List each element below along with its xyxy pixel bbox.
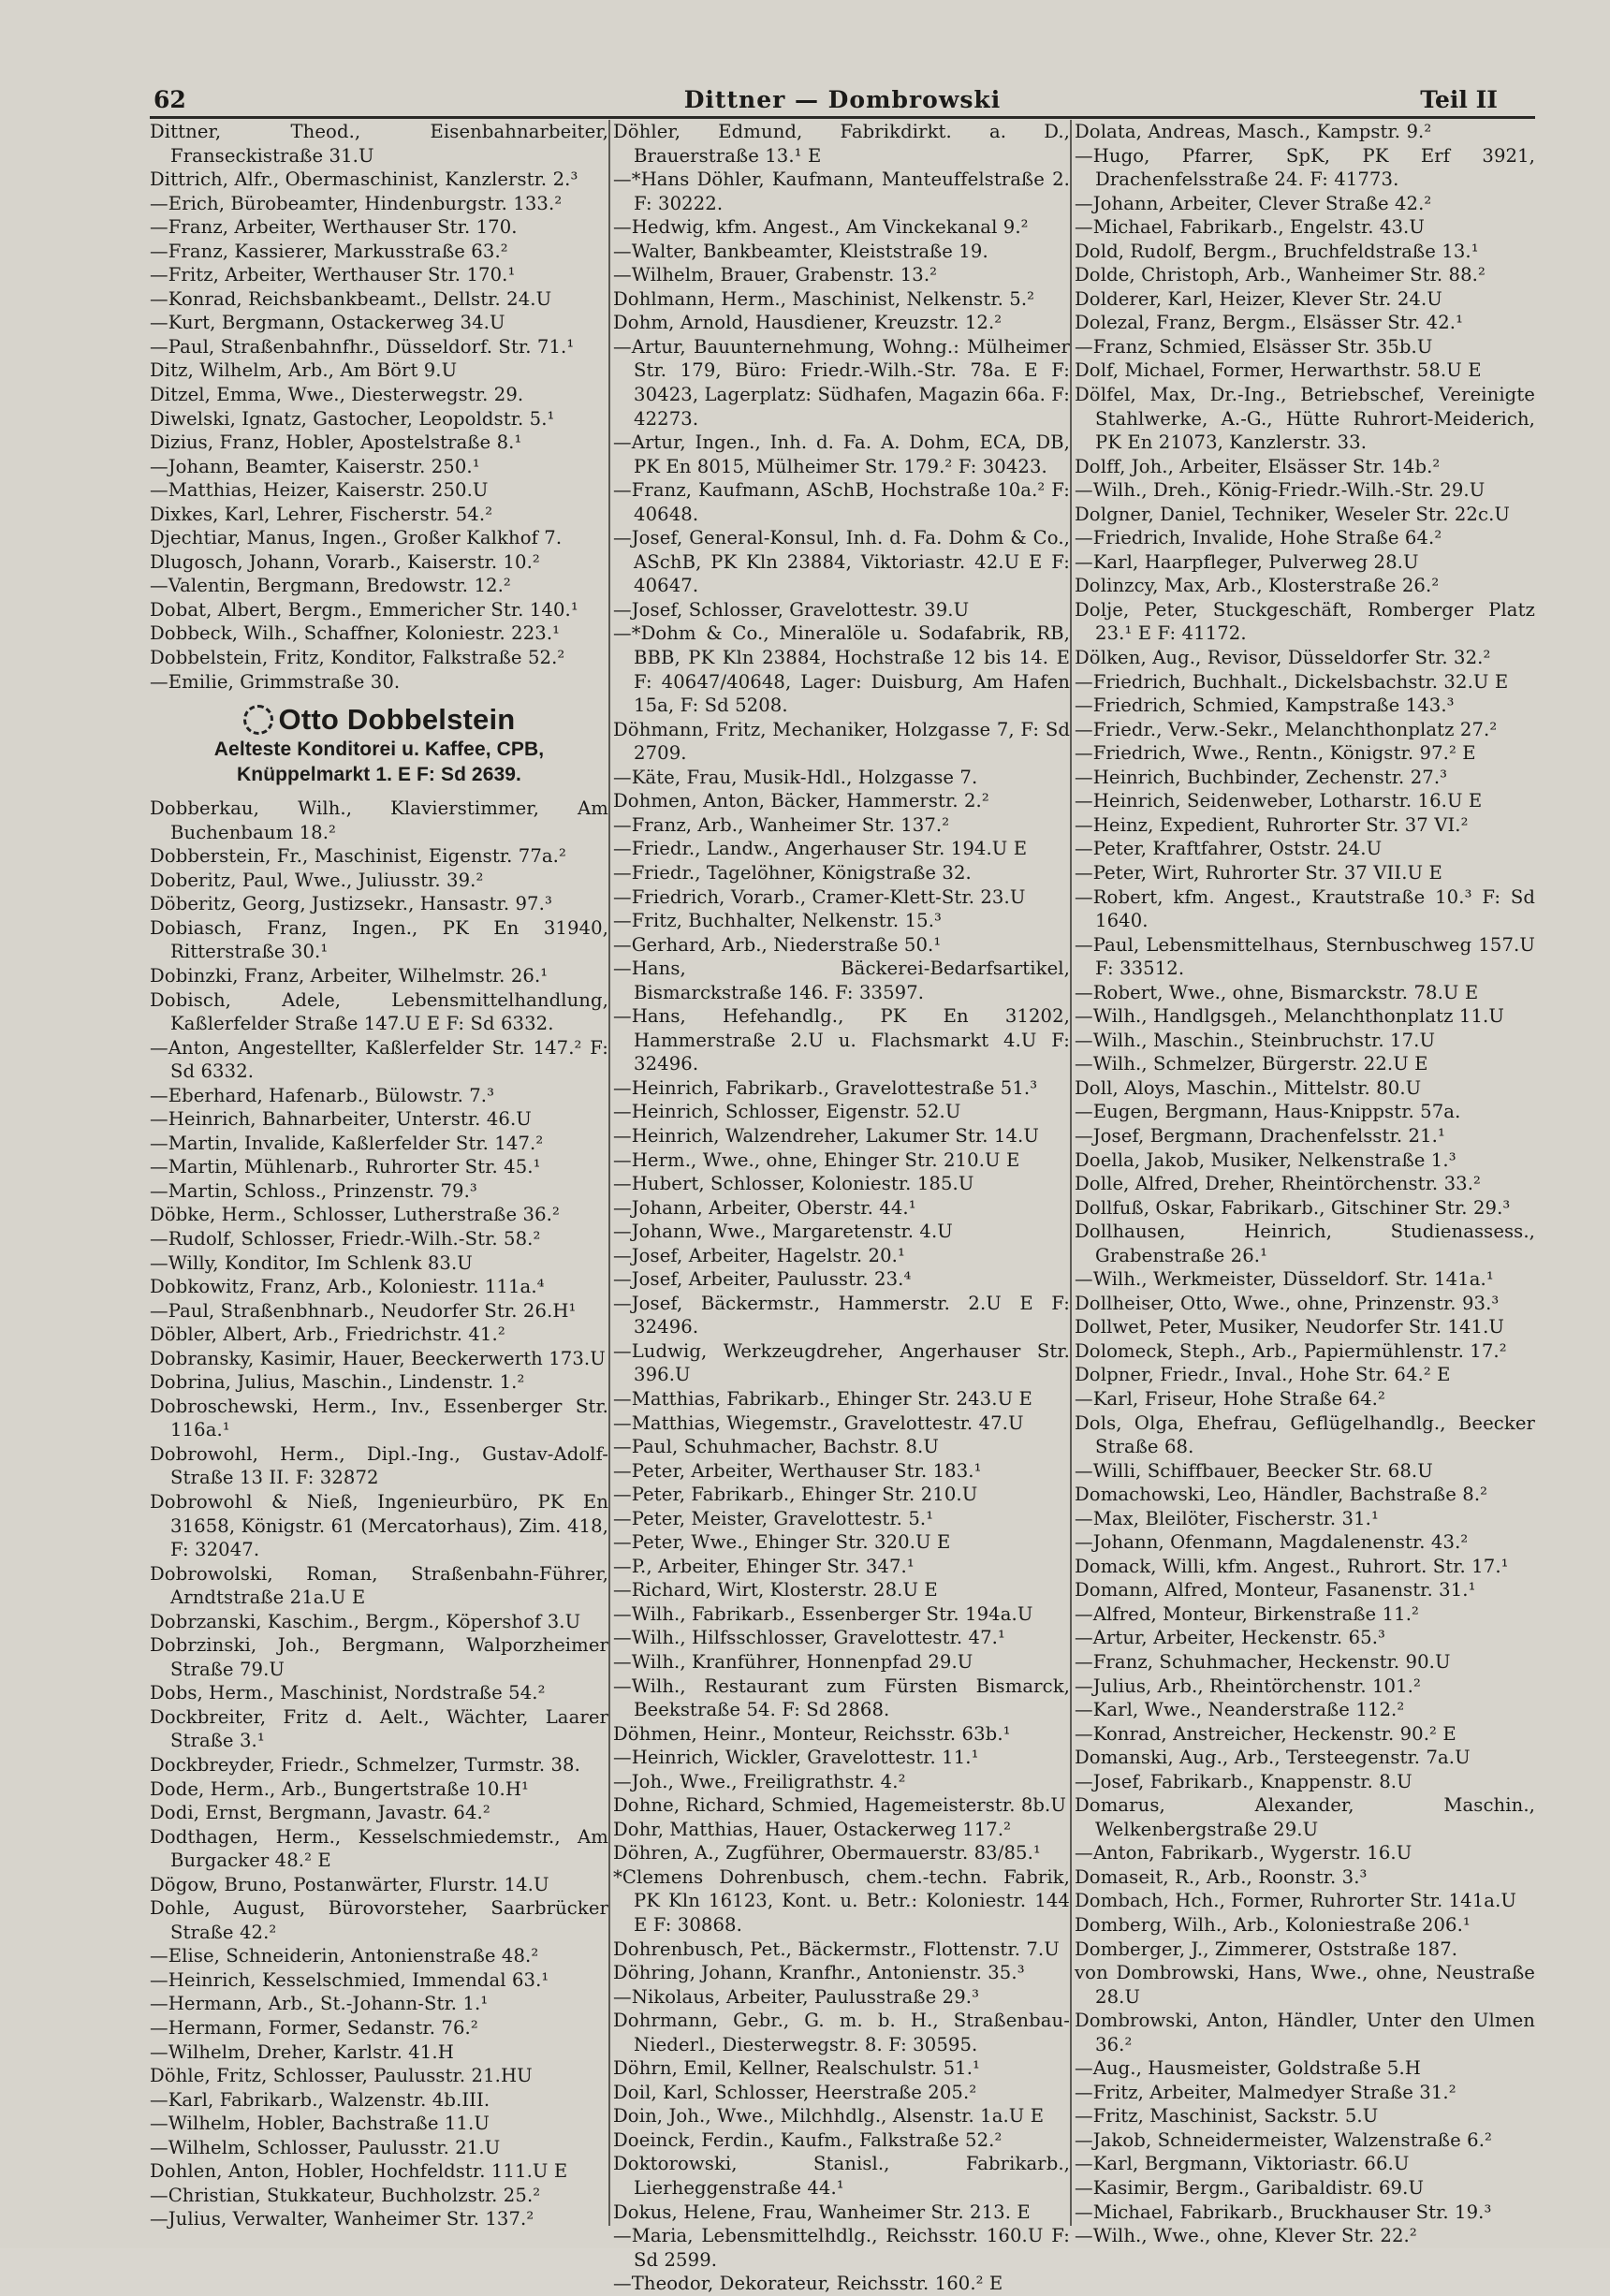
directory-entry: Domann, Alfred, Monteur, Fasanenstr. 31.¹ [1075, 1579, 1476, 1601]
directory-entry: Dollheiser, Otto, Wwe., ohne, Prinzenstr. 93.³ [1075, 1292, 1500, 1314]
directory-entry: —Artur, Ingen., Inh. d. Fa. A. Dohm, ECA, DB, PK En 8015, Mülheimer Str. 179.² F: 30423. [613, 431, 1070, 477]
directory-entry: Dobinzki, Franz, Arbeiter, Wilhelmstr. 26.¹ [150, 964, 549, 987]
directory-entry: Dohne, Richard, Schmied, Hagemeisterstr. 8b.U [613, 1794, 1067, 1817]
directory-entry: Dlugosch, Johann, Vorarb., Kaiserstr. 10.² [150, 550, 540, 573]
directory-entry: —Hermann, Arb., St.-Johann-Str. 1.¹ [150, 1993, 489, 2015]
directory-entry: Doktorowski, Stanisl., Fabrikarb., Lierheggenstraße 44.¹ [613, 2153, 1070, 2200]
directory-entry: —Anton, Angestellter, Kaßlerfelder Str. 147.² F: Sd 6332. [150, 1036, 608, 1083]
directory-entry: Doella, Jakob, Musiker, Nelkenstraße 1.³ [1075, 1148, 1456, 1171]
directory-entry: —Konrad, Anstreicher, Heckenstr. 90.² E [1075, 1722, 1456, 1745]
directory-entry: Dobrowohl, Herm., Dipl.-Ing., Gustav-Adolf-Straße 13 II. F: 32872 [150, 1442, 608, 1489]
directory-entry: Domack, Willi, kfm. Angest., Ruhrort. Str. 17.¹ [1075, 1555, 1509, 1577]
directory-entry: —Fritz, Buchhalter, Nelkenstr. 15.³ [613, 910, 943, 932]
directory-entry: —Valentin, Bergmann, Bredowstr. 12.² [150, 575, 511, 597]
directory-entry: Dockbreyder, Friedr., Schmelzer, Turmstr. 38. [150, 1754, 580, 1776]
directory-entry: Döberitz, Georg, Justizsekr., Hansastr. 97.³ [150, 893, 552, 915]
directory-entry: Döhmen, Heinr., Monteur, Reichsstr. 63b.¹ [613, 1722, 1011, 1745]
directory-entry: Djechtiar, Manus, Ingen., Großer Kalkhof 7. [150, 527, 563, 549]
directory-entry: —Heinrich, Walzendreher, Lakumer Str. 14.U [613, 1124, 1039, 1147]
directory-entry: —Fritz, Arbeiter, Malmedyer Straße 31.² [1075, 2081, 1456, 2103]
directory-entry: —Ludwig, Werkzeugdreher, Angerhauser Str. 396.U [613, 1339, 1070, 1386]
directory-entry: Doll, Aloys, Maschin., Mittelstr. 80.U [1075, 1076, 1422, 1099]
directory-entry: —Franz, Arb., Wanheimer Str. 137.² [613, 813, 950, 836]
directory-entry: Dittner, Theod., Eisenbahnarbeiter, Franseckistraße 31.U [150, 121, 608, 167]
directory-entry: —Hans, Hefehandlg., PK En 31202, Hammerstraße 2.U u. Flachsmarkt 4.U F: 32496. [613, 1005, 1070, 1075]
directory-entry: Dobbeck, Wilh., Schaffner, Koloniestr. 223.¹ [150, 622, 561, 645]
directory-entry: —Friedrich, Vorarb., Cramer-Klett-Str. 23.U [613, 885, 1026, 908]
directory-entry: Dolata, Andreas, Masch., Kampstr. 9.² [1075, 121, 1432, 142]
directory-entry: Dode, Herm., Arb., Bungertstraße 10.H¹ [150, 1777, 529, 1800]
directory-entry: —Martin, Invalide, Kaßlerfelder Str. 147.² [150, 1132, 544, 1154]
directory-entry: Dolderer, Karl, Heizer, Klever Str. 24.U [1075, 287, 1442, 310]
directory-entry: —Friedrich, Wwe., Rentn., Königstr. 97.² E [1075, 742, 1476, 765]
directory-entry: —Heinrich, Kesselschmied, Immendal 63.¹ [150, 1968, 549, 1991]
directory-entry: Dobberstein, Fr., Maschinist, Eigenstr. 77a.² [150, 845, 566, 868]
directory-entry: —Friedrich, Invalide, Hohe Straße 64.² [1075, 527, 1442, 549]
directory-entry: —Wilh., Dreh., König-Friedr.-Wilh.-Str. 29.U [1075, 479, 1486, 502]
directory-entry: Doin, Joh., Wwe., Milchhdlg., Alsenstr. 1a.U E [613, 2105, 1045, 2128]
column-2 [613, 120, 1070, 2296]
directory-entry: —Willy, Konditor, Im Schlenk 83.U [150, 1251, 473, 1274]
directory-entry: —Wilh., Werkmeister, Düsseldorf. Str. 141a.¹ [1075, 1268, 1494, 1291]
directory-entry: *Clemens Dohrenbusch, chem.-techn. Fabrik, PK Kln 16123, Kont. u. Betr.: Koloniestr. 144 E F: 30868. [613, 1865, 1070, 1937]
directory-entry: —Fritz, Arbeiter, Werthauser Str. 170.¹ [150, 264, 516, 286]
directory-entry: —Friedr., Landw., Angerhauser Str. 194.U E [613, 838, 1028, 860]
directory-entry: —Wilh., Wwe., ohne, Klever Str. 22.² [1075, 2225, 1417, 2247]
directory-entry: Döhler, Edmund, Fabrikdirkt. a. D., Brauerstraße 13.¹ E [613, 121, 1070, 167]
directory-entry: Döhrn, Emil, Kellner, Realschulstr. 51.¹ [613, 2057, 981, 2080]
directory-entry: —Friedrich, Schmied, Kampstraße 143.³ [1075, 695, 1455, 717]
directory-entry: —Elise, Schneiderin, Antonienstraße 48.² [150, 1945, 539, 1967]
directory-entry: —Josef, Schlosser, Gravelottestr. 39.U [613, 598, 970, 621]
directory-entry: Domaseit, R., Arb., Roonstr. 3.³ [1075, 1865, 1368, 1888]
directory-entry: Dohlen, Anton, Hobler, Hochfeldstr. 111.U E [150, 2160, 568, 2183]
directory-entry: —Paul, Straßenbhnarb., Neudorfer Str. 26.H¹ [150, 1299, 577, 1322]
directory-entry: —Karl, Haarpfleger, Pulverweg 28.U [1075, 550, 1419, 573]
column-1-entries-bottom [150, 797, 608, 2231]
directory-entry: —Robert, kfm. Angest., Krautstraße 10.³ F: Sd 1640. [1075, 885, 1535, 932]
directory-entry: —Josef, Arbeiter, Paulusstr. 23.⁴ [613, 1268, 912, 1291]
directory-entry: —Franz, Kaufmann, ASchB, Hochstraße 10a.² F: 40648. [613, 479, 1070, 525]
directory-entry: —Franz, Kassierer, Markusstraße 63.² [150, 240, 508, 262]
directory-entry: Dögow, Bruno, Postanwärter, Flurstr. 14.U [150, 1873, 549, 1895]
column-1-entries-top [150, 120, 608, 694]
directory-entry: —Josef, Bergmann, Drachenfelsstr. 21.¹ [1075, 1124, 1445, 1147]
directory-entry: —Herm., Wwe., ohne, Ehinger Str. 210.U E [613, 1148, 1020, 1171]
directory-entry: Dobroschewski, Herm., Inv., Essenberger Str. 116a.¹ [150, 1395, 608, 1441]
directory-entry: Dolpner, Friedr., Inval., Hohe Str. 64.² E [1075, 1364, 1451, 1386]
directory-entry: —Wilhelm, Hobler, Bachstraße 11.U [150, 2113, 490, 2135]
directory-entry: Dölfel, Max, Dr.-Ing., Betriebschef, Vereinigte Stahlwerke, A.-G., Hütte Ruhrort-Meiderich, PK En 21073, Kanzlerstr. 33. [1075, 384, 1535, 454]
directory-entry: —Christian, Stukkateur, Buchholzstr. 25.² [150, 2184, 541, 2206]
column-1 [150, 120, 608, 2231]
directory-entry: —Rudolf, Schlosser, Friedr.-Wilh.-Str. 58.² [150, 1227, 541, 1250]
directory-entry: —Eugen, Bergmann, Haus-Knippstr. 57a. [1075, 1101, 1461, 1123]
directory-entry: —Heinrich, Schlosser, Eigenstr. 52.U [613, 1101, 961, 1123]
directory-entry: Dobberkau, Wilh., Klavierstimmer, Am Buchenbaum 18.² [150, 797, 608, 843]
directory-entry: Dolf, Michael, Former, Herwarthstr. 58.U E [1075, 359, 1482, 382]
directory-entry: —Karl, Bergmann, Viktoriastr. 66.U [1075, 2153, 1410, 2175]
directory-entry: Dollhausen, Heinrich, Studienassess., Grabenstraße 26.¹ [1075, 1221, 1535, 1266]
directory-entry: —Matthias, Heizer, Kaiserstr. 250.U [150, 479, 489, 502]
directory-entry: Döhmann, Fritz, Mechaniker, Holzgasse 7, F: Sd 2709. [613, 718, 1070, 765]
directory-entry: —Wilhelm, Brauer, Grabenstr. 13.² [613, 264, 938, 286]
header-rule [150, 116, 1535, 119]
directory-entry: Dolgner, Daniel, Techniker, Weseler Str. 22c.U [1075, 503, 1511, 525]
directory-entry: —Friedr., Verw.-Sekr., Melanchthonplatz 27.² [1075, 718, 1498, 740]
directory-entry: —Julius, Arb., Rheintörchenstr. 101.² [1075, 1674, 1421, 1697]
directory-entry: Dolezal, Franz, Bergm., Elsässer Str. 42.¹ [1075, 312, 1464, 334]
directory-entry: —Johann, Ofenmann, Magdalenenstr. 43.² [1075, 1531, 1469, 1554]
directory-entry: Döhren, A., Zugführer, Obermauerstr. 83/85.¹ [613, 1842, 1041, 1865]
directory-entry: Dodthagen, Herm., Kesselschmiedemstr., Am Burgacker 48.² E [150, 1825, 608, 1872]
directory-entry: —Richard, Wirt, Klosterstr. 28.U E [613, 1579, 938, 1601]
directory-entry: Dolomeck, Steph., Arb., Papiermühlenstr. 17.² [1075, 1339, 1507, 1362]
directory-entry: von Dombrowski, Hans, Wwe., ohne, Neustraße 28.U [1075, 1962, 1535, 2008]
directory-entry: Domberg, Wilh., Arb., Koloniestraße 206.¹ [1075, 1914, 1471, 1937]
directory-entry: —Josef, Arbeiter, Hagelstr. 20.¹ [613, 1244, 905, 1266]
directory-entry: —Matthias, Fabrikarb., Ehinger Str. 243.U E [613, 1387, 1032, 1410]
directory-entry: —Friedr., Tagelöhner, Königstraße 32. [613, 861, 972, 884]
directory-entry: —Artur, Bauunternehmung, Wohng.: Mülheimer Str. 179, Büro: Friedr.-Wilh.-Str. 78a. E F: 30423, Lagerplatz: Südhafen, Magazin 66a. F: 42273. [613, 335, 1070, 430]
ad-line-1: Aelteste Konditorei u. Kaffee, CPB, [213, 739, 545, 761]
directory-entry: Dobisch, Adele, Lebensmittelhandlung, Kaßlerfelder Straße 147.U E F: Sd 6332. [150, 988, 608, 1035]
directory-entry: —Friedrich, Buchhalt., Dickelsbachstr. 32.U E [1075, 670, 1509, 693]
directory-entry: —Eberhard, Hafenarb., Bülowstr. 7.³ [150, 1084, 495, 1106]
directory-entry: —Gerhard, Arb., Niederstraße 50.¹ [613, 933, 942, 956]
directory-entry: Dobrina, Julius, Maschin., Lindenstr. 1.² [150, 1371, 525, 1394]
directory-entry: —Hubert, Schlosser, Koloniestr. 185.U [613, 1173, 974, 1195]
directory-entry: Dohrmann, Gebr., G. m. b. H., Straßenbau-Niederl., Diesterwegstr. 8. F: 30595. [613, 2010, 1070, 2055]
directory-entry: —Johann, Wwe., Margaretenstr. 4.U [613, 1221, 953, 1243]
directory-entry: —Hugo, Pfarrer, SpK, PK Erf 3921, Drachenfelsstraße 24. F: 41773. [1075, 144, 1535, 191]
directory-entry: Domachowski, Leo, Händler, Bachstraße 8.² [1075, 1484, 1488, 1506]
directory-entry: —Paul, Schuhmacher, Bachstr. 8.U [613, 1436, 939, 1458]
directory-entry: —Wilh., Maschin., Steinbruchstr. 17.U [1075, 1029, 1436, 1051]
directory-entry: Dixkes, Karl, Lehrer, Fischerstr. 54.² [150, 503, 493, 525]
directory-entry: —Theodor, Dekorateur, Reichsstr. 160.² E [613, 2273, 1003, 2295]
directory-entry: —Walter, Bankbeamter, Kleiststraße 19. [613, 240, 988, 262]
directory-entry: —Kurt, Bergmann, Ostackerweg 34.U [150, 312, 505, 334]
directory-entry: —Heinrich, Seidenweber, Lotharstr. 16.U E [1075, 790, 1483, 812]
directory-entry: —Wilh., Schmelzer, Bürgerstr. 22.U E [1075, 1053, 1428, 1075]
directory-entry: —Emilie, Grimmstraße 30. [150, 670, 401, 693]
ad-line-2: Knüppelmarkt 1. E F: Sd 2639. [237, 764, 521, 786]
directory-entry: —Willi, Schiffbauer, Beecker Str. 68.U [1075, 1459, 1433, 1482]
directory-entry: —Wilh., Handlgsgeh., Melanchthonplatz 11.U [1075, 1005, 1504, 1028]
directory-entry: Dohrenbusch, Pet., Bäckermstr., Flottenstr. 7.U [613, 1938, 1060, 1960]
directory-entry: Dobrzanski, Kaschim., Bergm., Köpershof 3.U [150, 1610, 581, 1632]
directory-entry: —Paul, Lebensmittelhaus, Sternbuschweg 157.U F: 33512. [1075, 933, 1535, 980]
directory-entry: —Heinrich, Buchbinder, Zechenstr. 27.³ [1075, 766, 1448, 788]
directory-entry: Dold, Rudolf, Bergm., Bruchfeldstraße 13.¹ [1075, 240, 1479, 262]
directory-entry: Dohmen, Anton, Bäcker, Hammerstr. 2.² [613, 790, 989, 812]
directory-entry: —Julius, Verwalter, Wanheimer Str. 137.² [150, 2208, 534, 2230]
directory-entry: —Aug., Hausmeister, Goldstraße 5.H [1075, 2057, 1421, 2080]
directory-entry: —Maria, Lebensmittelhdlg., Reichsstr. 160.U F: Sd 2599. [613, 2225, 1070, 2271]
directory-entry: Dolff, Joh., Arbeiter, Elsässer Str. 14b.² [1075, 455, 1441, 477]
directory-entry: —Paul, Straßenbahnfhr., Düsseldorf. Str. 71.¹ [150, 335, 575, 358]
directory-entry: —P., Arbeiter, Ehinger Str. 347.¹ [613, 1555, 915, 1577]
directory-entry: Döhring, Johann, Kranfhr., Antonienstr. 35.³ [613, 1962, 1025, 1984]
directory-entry: Doil, Karl, Schlosser, Heerstraße 205.² [613, 2081, 977, 2103]
page-title: Dittner — Dombrowski [683, 86, 1002, 113]
directory-entry: —Peter, Arbeiter, Werthauser Str. 183.¹ [613, 1459, 982, 1482]
directory-entry: —Franz, Schmied, Elsässer Str. 35b.U [1075, 335, 1433, 358]
directory-entry: Dobrzinski, Joh., Bergmann, Walporzheimer Straße 79.U [150, 1634, 608, 1680]
column-2-entries [613, 120, 1070, 2296]
directory-entry: —Matthias, Wiegemstr., Gravelottestr. 47.U [613, 1411, 1024, 1434]
advertisement [150, 703, 608, 787]
directory-entry: —Erich, Bürobeamter, Hindenburgstr. 133.² [150, 192, 563, 214]
directory-entry: —Max, Bleilöter, Fischerstr. 31.¹ [1075, 1507, 1379, 1529]
directory-entry: —Joh., Wwe., Freiligrathstr. 4.² [613, 1770, 906, 1792]
directory-entry: Dohm, Arnold, Hausdiener, Kreuzstr. 12.² [613, 312, 1003, 334]
directory-entry: —Josef, Bäckermstr., Hammerstr. 2.U E F: 32496. [613, 1292, 1070, 1338]
directory-entry: —Wilhelm, Dreher, Karlstr. 41.H [150, 2040, 454, 2063]
directory-entry: Dollwet, Peter, Musiker, Neudorfer Str. 141.U [1075, 1316, 1505, 1338]
column-divider [608, 120, 610, 2226]
directory-entry: —Wilh., Kranführer, Honnenpfad 29.U [613, 1651, 973, 1673]
directory-entry: —Josef, General-Konsul, Inh. d. Fa. Dohm & Co., ASchB, PK Kln 23884, Viktoriastr. 42.U E F: 40647. [613, 527, 1070, 597]
directory-entry: —Heinrich, Wickler, Gravelottestr. 11.¹ [613, 1747, 979, 1769]
directory-entry: —Franz, Arbeiter, Werthauser Str. 170. [150, 216, 518, 239]
directory-entry: —Johann, Arbeiter, Oberstr. 44.¹ [613, 1196, 916, 1219]
directory-entry: Ditzel, Emma, Wwe., Diesterwegstr. 29. [150, 384, 524, 406]
directory-entry: —Kasimir, Bergm., Garibaldistr. 69.U [1075, 2177, 1425, 2200]
directory-entry: Dolde, Christoph, Arb., Wanheimer Str. 88.² [1075, 264, 1486, 286]
directory-entry: Dizius, Franz, Hobler, Apostelstraße 8.¹ [150, 431, 522, 454]
directory-entry: Dobs, Herm., Maschinist, Nordstraße 54.² [150, 1682, 546, 1704]
directory-entry: —Johann, Arbeiter, Clever Straße 42.² [1075, 192, 1432, 214]
directory-entry: —Karl, Wwe., Neanderstraße 112.² [1075, 1699, 1405, 1721]
directory-entry: —Heinrich, Bahnarbeiter, Unterstr. 46.U [150, 1108, 532, 1131]
directory-entry: Dolje, Peter, Stuckgeschäft, Romberger Platz 23.¹ E F: 41172. [1075, 598, 1535, 645]
directory-entry: Diwelski, Ignatz, Gastocher, Leopoldstr. 5.¹ [150, 407, 555, 430]
directory-entry: Dobat, Albert, Bergm., Emmericher Str. 140.¹ [150, 598, 578, 621]
directory-entry: —Hermann, Former, Sedanstr. 76.² [150, 2017, 478, 2040]
column-3-entries [1075, 120, 1535, 2248]
directory-entry: Doberitz, Paul, Wwe., Juliusstr. 39.² [150, 869, 484, 891]
directory-entry: —Hans, Bäckerei-Bedarfsartikel, Bismarckstraße 146. F: 33597. [613, 958, 1070, 1003]
directory-entry: Döbler, Albert, Arb., Friedrichstr. 41.² [150, 1323, 505, 1346]
directory-entry: —Peter, Wirt, Ruhrorter Str. 37 VII.U E [1075, 861, 1442, 884]
page-header [150, 82, 1535, 120]
directory-entry: Dollfuß, Oskar, Fabrikarb., Gitschiner Str. 29.³ [1075, 1196, 1511, 1219]
directory-entry: Dombach, Hch., Former, Ruhrorter Str. 141a.U [1075, 1890, 1517, 1912]
directory-entry: —Jakob, Schneidermeister, Walzenstraße 6.² [1075, 2128, 1492, 2151]
directory-entry: —Heinrich, Fabrikarb., Gravelottestraße 51.³ [613, 1076, 1038, 1099]
seal-logo-icon [243, 705, 273, 735]
directory-entry: —Martin, Mühlenarb., Ruhrorter Str. 45.¹ [150, 1156, 541, 1178]
directory-entry: Dobrowohl & Nieß, Ingenieurbüro, PK En 31658, Königstr. 61 (Mercatorhaus), Zim. 418, F: 32047. [150, 1490, 608, 1561]
directory-entry: —Johann, Beamter, Kaiserstr. 250.¹ [150, 455, 480, 477]
directory-entry: Dobbelstein, Fritz, Konditor, Falkstraße 52.² [150, 647, 565, 669]
directory-entry: —Konrad, Reichsbankbeamt., Dellstr. 24.U [150, 287, 552, 310]
directory-entry: Dols, Olga, Ehefrau, Geflügelhandlg., Beecker Straße 68. [1075, 1411, 1535, 1458]
directory-entry: —Artur, Arbeiter, Heckenstr. 65.³ [1075, 1627, 1385, 1649]
directory-entry: —Wilhelm, Schlosser, Paulusstr. 21.U [150, 2136, 501, 2158]
directory-entry: —Franz, Schuhmacher, Heckenstr. 90.U [1075, 1651, 1451, 1673]
directory-entry: Domanski, Aug., Arb., Tersteegenstr. 7a.U [1075, 1747, 1471, 1769]
directory-entry: Döbke, Herm., Schlosser, Lutherstraße 36.² [150, 1204, 560, 1226]
directory-entry: Ditz, Wilhelm, Arb., Am Bört 9.U [150, 359, 458, 382]
ad-business-name: Otto Dobbelstein [278, 703, 516, 737]
directory-entry: —Wilh., Restaurant zum Fürsten Bismarck, Beekstraße 54. F: Sd 2868. [613, 1674, 1070, 1721]
directory-entry: —Fritz, Maschinist, Sackstr. 5.U [1075, 2105, 1379, 2128]
directory-entry: —Robert, Wwe., ohne, Bismarckstr. 78.U E [1075, 981, 1479, 1003]
directory-entry: Dohle, August, Bürovorsteher, Saarbrücker Straße 42.² [150, 1897, 608, 1943]
directory-entry: —Wilh., Hilfsschlosser, Gravelottestr. 47.¹ [613, 1627, 1005, 1649]
directory-entry: —Martin, Schloss., Prinzenstr. 79.³ [150, 1179, 477, 1202]
directory-entry: Domberger, J., Zimmerer, Oststraße 187. [1075, 1938, 1458, 1960]
directory-entry: —Peter, Meister, Gravelottestr. 5.¹ [613, 1507, 934, 1529]
directory-entry: Dohr, Matthias, Hauer, Ostackerweg 117.² [613, 1818, 1012, 1840]
directory-entry: —Käte, Frau, Musik-Hdl., Holzgasse 7. [613, 766, 978, 788]
directory-entry: Dockbreiter, Fritz d. Aelt., Wächter, Laarer Straße 3.¹ [150, 1705, 608, 1752]
directory-entry: Dittrich, Alfr., Obermaschinist, Kanzlerstr. 2.³ [150, 168, 578, 191]
directory-entry: —Peter, Fabrikarb., Ehinger Str. 210.U [613, 1484, 978, 1506]
directory-entry: Dombrowski, Anton, Händler, Unter den Ulmen 36.² [1075, 2010, 1535, 2055]
directory-entry: —Hedwig, kfm. Angest., Am Vinckekanal 9.² [613, 216, 1029, 239]
directory-entry: Dölken, Aug., Revisor, Düsseldorfer Str. 32.² [1075, 647, 1491, 669]
directory-entry: Domarus, Alexander, Maschin., Welkenbergstraße 29.U [1075, 1794, 1535, 1840]
directory-entry: —Nikolaus, Arbeiter, Paulusstraße 29.³ [613, 1985, 980, 2008]
directory-entry: Dodi, Ernst, Bergmann, Javastr. 64.² [150, 1802, 490, 1824]
page-number: 62 [154, 86, 186, 113]
directory-entry: —Josef, Fabrikarb., Knappenstr. 8.U [1075, 1770, 1412, 1792]
column-3 [1075, 120, 1535, 2248]
directory-entry: Doeinck, Ferdin., Kaufm., Falkstraße 52.² [613, 2128, 1003, 2151]
directory-entry: Dobkowitz, Franz, Arb., Koloniestr. 111a.⁴ [150, 1276, 545, 1298]
directory-entry: Dobransky, Kasimir, Hauer, Beeckerwerth 173.U [150, 1347, 606, 1369]
directory-entry: Dohlmann, Herm., Maschinist, Nelkenstr. 5.² [613, 287, 1035, 310]
directory-entry: Döhle, Fritz, Schlosser, Paulusstr. 21.HU [150, 2065, 533, 2087]
directory-entry: —Michael, Fabrikarb., Engelstr. 43.U [1075, 216, 1425, 239]
section-label: Teil II [1420, 86, 1498, 113]
directory-entry: —Michael, Fabrikarb., Bruckhauser Str. 19.³ [1075, 2201, 1492, 2223]
directory-entry: —Alfred, Monteur, Birkenstraße 11.² [1075, 1602, 1419, 1625]
directory-entry: —*Hans Döhler, Kaufmann, Manteuffelstraße 2. F: 30222. [613, 168, 1070, 214]
directory-entry: Dolle, Alfred, Dreher, Rheintörchenstr. 33.² [1075, 1173, 1481, 1195]
directory-entry: —Karl, Fabrikarb., Walzenstr. 4b.III. [150, 2088, 490, 2111]
column-divider [1070, 120, 1072, 2226]
directory-entry: —*Dohm & Co., Mineralöle u. Sodafabrik, RB, BBB, PK Kln 23884, Hochstraße 12 bis 14. E F: 40647/40648, Lager: Duisburg, Am Hafen 15a, F: Sd 5208. [613, 622, 1070, 717]
directory-entry: —Karl, Friseur, Hohe Straße 64.² [1075, 1387, 1385, 1410]
directory-entry: —Peter, Wwe., Ehinger Str. 320.U E [613, 1531, 951, 1554]
directory-entry: Dolinzcy, Max, Arb., Klosterstraße 26.² [1075, 575, 1440, 597]
directory-entry: Dokus, Helene, Frau, Wanheimer Str. 213. E [613, 2201, 1031, 2223]
directory-entry: Dobrowolski, Roman, Straßenbahn-Führer, Arndtstraße 21a.U E [150, 1562, 608, 1609]
directory-entry: —Wilh., Fabrikarb., Essenberger Str. 194a.U [613, 1602, 1033, 1625]
directory-entry: —Anton, Fabrikarb., Wygerstr. 16.U [1075, 1842, 1412, 1865]
directory-entry: Dobiasch, Franz, Ingen., PK En 31940, Ritterstraße 30.¹ [150, 916, 608, 963]
directory-entry: —Peter, Kraftfahrer, Oststr. 24.U [1075, 838, 1383, 860]
directory-entry: —Heinz, Expedient, Ruhrorter Str. 37 VI.² [1075, 813, 1469, 836]
